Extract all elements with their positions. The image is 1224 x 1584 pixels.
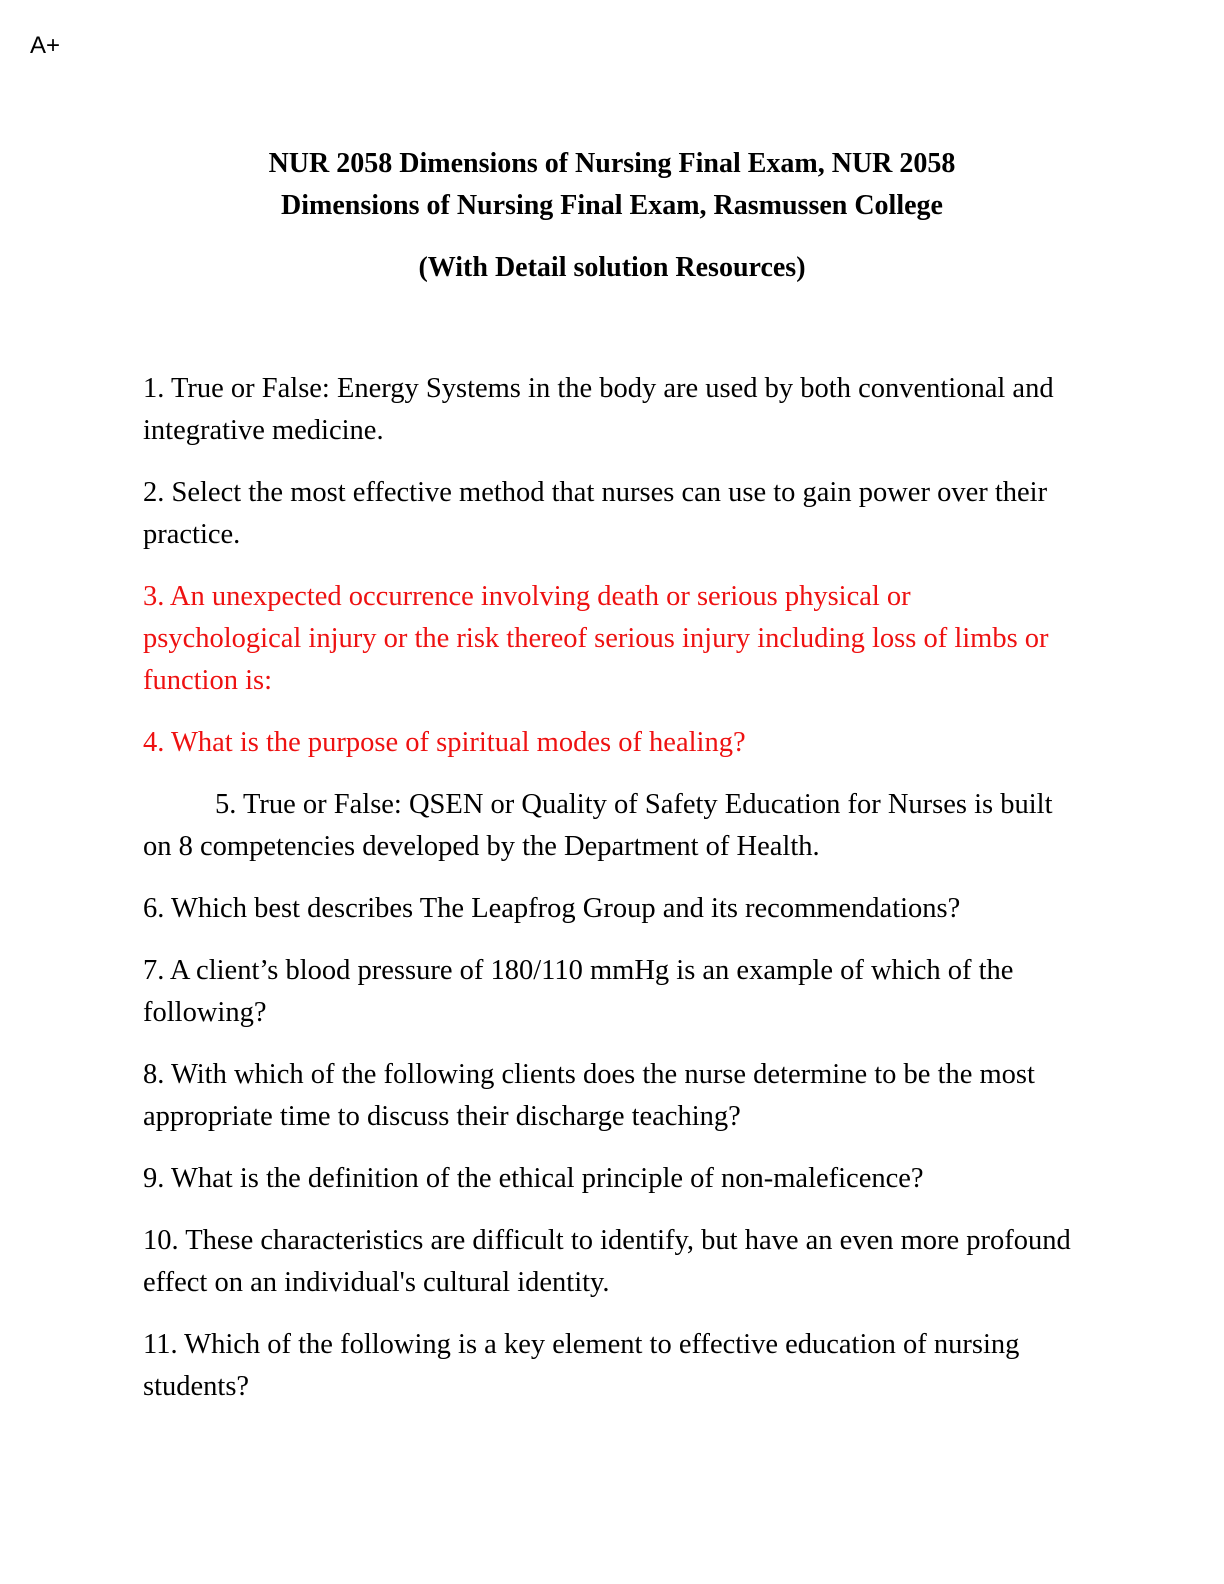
document-title xyxy=(0,143,1224,289)
question-1: 1. True or False: Energy Systems in the body are used by both conventional and integrative medicine. xyxy=(143,373,1054,446)
question-6: 6. Which best describes The Leapfrog Group and its recommendations? xyxy=(143,893,961,924)
question-11: 11. Which of the following is a key element to effective education of nursing students? xyxy=(143,1329,1020,1402)
question-2: 2. Select the most effective method that nurses can use to gain power over their practice. xyxy=(143,477,1048,550)
question-list xyxy=(143,368,1073,1428)
document-subtitle: (With Detail solution Resources) xyxy=(418,252,806,283)
question-7: 7. A client’s blood pressure of 180/110 mmHg is an example of which of the following? xyxy=(143,955,1014,1028)
grade-mark: A+ xyxy=(30,32,61,59)
question-5: 5. True or False: QSEN or Quality of Safety Education for Nurses is built on 8 competencies developed by the Department of Health. xyxy=(143,789,1053,862)
question-9: 9. What is the definition of the ethical principle of non-maleficence? xyxy=(143,1163,924,1194)
question-8: 8. With which of the following clients does the nurse determine to be the most appropriate time to discuss their discharge teaching? xyxy=(143,1059,1035,1132)
title-line-2: Dimensions of Nursing Final Exam, Rasmussen College xyxy=(281,190,943,221)
question-10: 10. These characteristics are difficult to identify, but have an even more profound effect on an individual's cultural identity. xyxy=(143,1225,1071,1298)
title-line-1: NUR 2058 Dimensions of Nursing Final Exam, NUR 2058 xyxy=(268,148,956,179)
question-4: 4. What is the purpose of spiritual modes of healing? xyxy=(143,727,746,758)
question-3: 3. An unexpected occurrence involving death or serious physical or psychological injury or the risk thereof serious injury including loss of limbs or function is: xyxy=(143,581,1049,696)
